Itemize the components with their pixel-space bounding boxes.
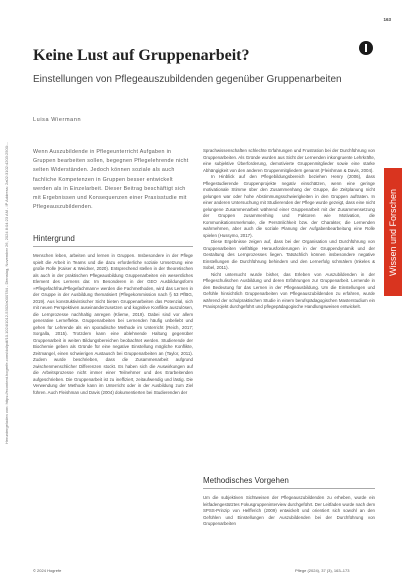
section-method (203, 476, 375, 528)
page-number: 163 (383, 17, 391, 22)
section-tab (384, 168, 402, 296)
paragraph: In Hinblick auf den Pflegebildungsbereich beziehen Henry (2006), dass Pflegestudierende Gruppenprojekte negativ einschätzen, wenn eine geringe motivationale Stimme über den Zusammenhang der Gruppe, die Zeitplanung nicht gelungen war oder hohe Abstimmungsschwierigkeiten in den Gruppen auftraten. In einer anderen Untersuchung mit Studierenden der Pflege wurde gezeigt, dass eine nicht gelungene Zusammenarbeit während einer Gruppenarbeit mit der Zusammensetzung der Gruppen zusammenhing und Faktoren wie Motivation, die Kommunikationsmerkmale, die Persönlichkeit bzw. der Charakter, die Lernenden wahrnehmen, aber auch die soziale Planung der Aufgabenbearbeitung eine Rolle spielen (Hussymo, 2017). (203, 174, 375, 238)
lead-paragraph: Wenn Auszubildende in Pflegeunterricht Aufgaben in Gruppen bearbeiten sollen, begegnen Pflegelehrende nicht selten Widerständen. Jedoch können soziale als auch fachliche Kompetenzen in Gruppen besser entwickelt werden als in Einzelarbeit. Dieser Beitrag beschäftigt sich mit Ergebnissen und Konsequenzen einer Praxisstudie mit Pflegeauszubildenden. (33, 149, 189, 211)
download-note: Heruntergeladen von: https://econtent.hogrefe.com/doi/pdf/10.1024/1012-5302/a000784 - Dienstag, November 26, 2024 8:04:23 AM - IP Address: 2a02:3102:4203:2500:... (4, 141, 9, 444)
author-name: Luisa Wiermann (33, 117, 82, 123)
right-column (203, 148, 375, 311)
footer-copyright: © 2024 Hogrefe (33, 568, 62, 573)
section-tab-label: Wissen und Forschen (388, 188, 398, 276)
section-heading-method: Methodisches Vorgehen (203, 476, 375, 489)
article-title: Keine Lust auf Gruppenarbeit? (33, 47, 250, 64)
article-subtitle: Einstellungen von Pflegeauszubildenden gegenüber Gruppenarbeiten (33, 74, 342, 85)
paragraph: Sprachwissenschaften schlechte Erfahrungen und Frustration bei der Durchführung von Gruppenarbeiten. Als Gründe wurden aus Sicht der Lernenden inkongruente Lehrkräfte, eine subjektive Überforderung, demotivierte Gruppenmitglieder sowie eine starke Abhängigkeit von den anderen Gruppenmitgliedern genannt (Fleishman & Davis, 2004). (203, 148, 375, 173)
paragraph: Nicht untersucht wurde bisher, das Erleben von Auszubildenden in der Pflegeschulischen Ausbildung und deren Erfahrungen zur Gruppenarbeit. Lernende in den Bedeutung für das Lernen in der Pflegeausbildung. Um die Einstellungen und Gefühle hinsichtlich Gruppenarbeiten von Pflegeauszubildenden zu erfahren, wurde während der schulpraktischen Studie in einem berufspädagogischen Masterstudium ein Praxisprojekt durchgeführt und pflegepädagogische Handlungsweisen entwickelt. (203, 271, 375, 309)
open-access-icon (359, 41, 373, 55)
section-background (33, 234, 193, 396)
lead-paragraph-block (33, 148, 193, 212)
footer-journal-ref: Pflege (2024), 37 (3), 163–173 (295, 568, 350, 573)
paragraph: Diese Ergebnisse zeigen auf, dass bei der Organisation und Durchführung von Gruppenarbeiten vielfältige Herausforderungen in der Gruppendynamik und der Gestaltung des Lernprozesses liegen. Tatsächlich können insbesondere negative Einstellungen die Durchführung behindern und den Lernerfolg schmälern (Inkeles & Sobel, 2011). (203, 239, 375, 270)
section-heading-background: Hintergrund (33, 234, 193, 247)
section-method-text: Um die subjektiven Sichtweisen der Pflegeauszubildenden zu erheben, wurde ein leitfadengestütztes Fokusgruppeninterview durchgeführt. Der Leitfaden wurde nach dem SPSS-Prinzip von Helfferich (2009) entwickelt und orientiert sich sowohl an den Gefühlen und Einstellungen der Auszubildenden bei der Durchführung von Gruppenarbeiten (203, 495, 375, 526)
section-background-text: Menschen leben, arbeiten und lernen in Gruppen. Insbesondere in der Pflege spielt die Arbeit in Teams und die dazu erforderliche soziale Umsetzung eine große Rolle (Kaiser & Weidner, 2020). Entsprechend stellen in der theoretischen als auch in der praktischen Pflegeausbildung Gruppenarbeiten ein wesentliches Element des Lernens dar. Im Besonderen in der GEO Ausbildungsform »Pflegefachfrau/Pflegefachmann« werden die Fachmethoden, wird das Lernen in der Gruppe in der Ausbildung thematisiert (Pflegekommission nach § 53 PflBG, 2019). Aus konstruktivistischer Sicht bieten Gruppenarbeiten das Potenzial, sich mit neuen Perspektiven auseinanderzusetzen und kognitive Konflikte auszulösen, die Lernprozesse nachhaltig anregen (Klieme, 2019). Dabei sind vor allem generative Lerneffekte. Gruppenarbeiten bei Lernenden häufig unbeliebt und gehen für Lehrende als ein sporadische Methode im Unterricht (Reich, 2017; Sorgalla, 2015). Trotzdem kann eine ablehnende Haltung gegenüber Gruppenarbeit in weiten Bildungsbereichen beobachtet werden. Studierende der Biochemie geben als Gründe für eine negative Einstellung mögliche Konflikte, Zeitmangel, einen schwierigen Austausch bei Gruppenarbeiten an (Taylor, 2011). Zudem wurde beschrieben, dass die Zusammenarbeit aufgrund zwischenmenschlicher Differenzen stockt. Es haben sich die Auswirkungen auf die Arbeitsprozesse nicht immer einer Teilnehmer und des Erarbeitenden aufgeschrieben. Die Gruppenarbeit ist zu ineffiziert, zeitaufwendig und lästig. Die Verwendung der Methode kann im Unterricht oder in der Ausbildung zum Ziel führen. Auch Fleishman und Davis (2004) dokumentierten bei Studierenden der (33, 253, 193, 395)
